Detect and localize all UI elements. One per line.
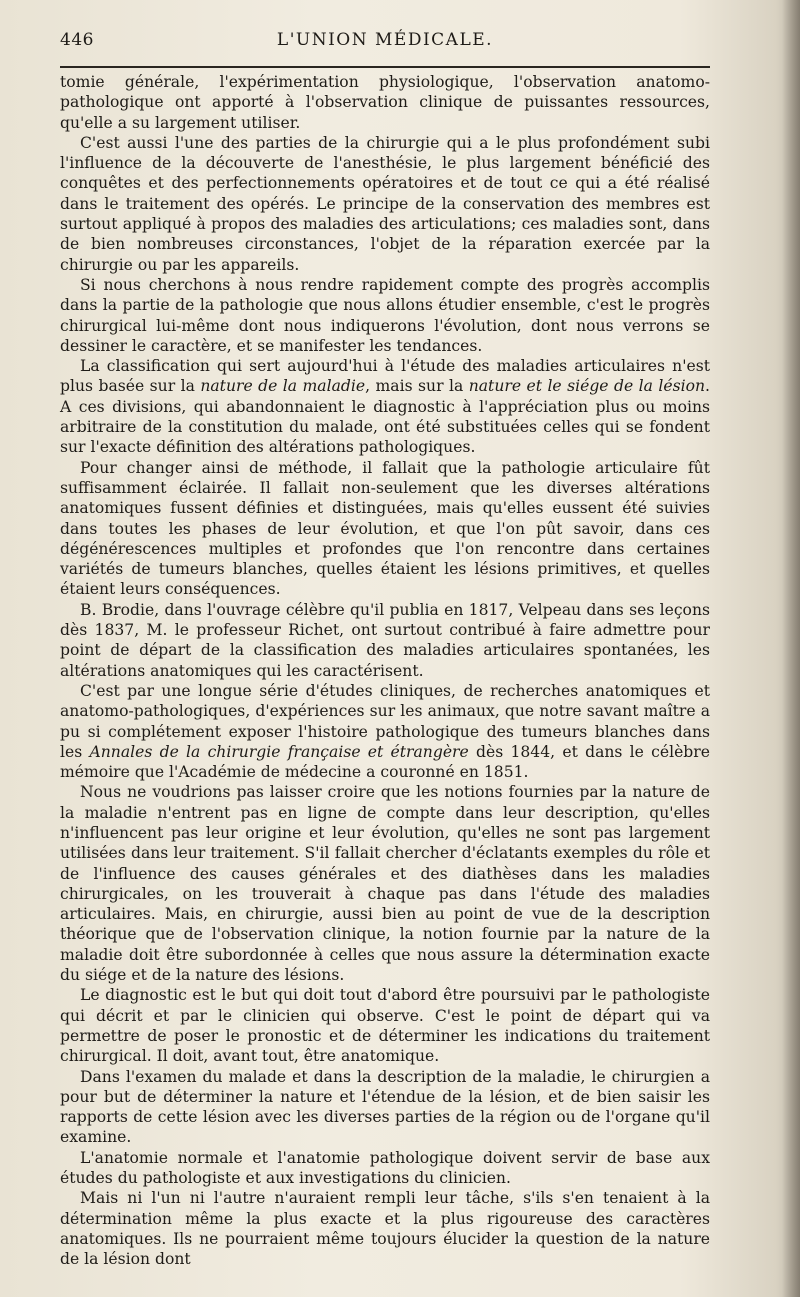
paragraph-4 (60, 356, 710, 457)
body-text (60, 72, 710, 1270)
paragraph-7 (60, 681, 710, 782)
paragraph-5: Pour changer ainsi de méthode, il fallait que la pathologie articulaire fût suffisamment éclairée. Il fallait non-seulement que les diverses altérations anatomiques fussent définies et distinguées, mais qu'elles eussent été suivies dans toutes les phases de leur évolution, et que l'on pût savoir, dans ces dégénérescences multiples et profondes que l'on rencontre dans certaines variétés de tumeurs blanches, quelles étaient les lésions primitives, et quelles étaient leurs conséquences. (60, 458, 710, 599)
paragraph-4-text-c: . A ces divisions, qui abandonnaient le diagnostic à l'appréciation plus ou moins arbitraire de la constitution du malade, ont été substituées celles qui se fondent sur l'exacte définition des altérations pathologiques. (60, 377, 710, 457)
paragraph-4-text-a: La classification qui sert aujourd'hui à l'étude des maladies articulaires n'est plus basée sur la (60, 357, 710, 396)
paragraph-10: Dans l'examen du malade et dans la description de la maladie, le chirurgien a pour but de déterminer la nature et l'étendue de la lésion, et de bien saisir les rapports de cette lésion avec les diverses parties de la région ou de l'organe qu'il examine. (60, 1067, 710, 1147)
page-edge-shadow (782, 0, 800, 1297)
paragraph-4-emphasis-2: nature et le siége de la lésion (468, 377, 706, 396)
paragraph-4-text-b: , mais sur la (365, 377, 469, 396)
page-number: 446 (60, 30, 94, 50)
header-rule (60, 66, 710, 68)
page-header (60, 30, 710, 58)
running-title: L'UNION MÉDICALE. (276, 30, 494, 50)
paragraph-2: C'est aussi l'une des parties de la chirurgie qui a le plus profondément subi l'influence de la découverte de l'anesthésie, le plus largement bénéficié des conquêtes et des perfectionnements opératoires et de tout ce qui a été réalisé dans le traitement des opérés. Le principe de la conservation des membres est surtout appliqué à propos des maladies des articulations; ces maladies sont, dans de bien nombreuses circonstances, l'objet de la réparation exercée par la chirurgie ou par les appareils. (60, 133, 710, 274)
paragraph-7-text-a: C'est par une longue série d'études cliniques, de recherches anatomiques et anatomo-pathologiques, d'expériences sur les animaux, que notre savant maître a pu si complétement exposer l'histoire pathologique des tumeurs blanches dans les (60, 681, 710, 761)
paragraph-6: B. Brodie, dans l'ouvrage célèbre qu'il publia en 1817, Velpeau dans ses leçons dès 1837, M. le professeur Richet, ont surtout contribué à faire admettre pour point de départ de la classification des maladies articulaires spontanées, les altérations anatomiques qui les caractérisent. (60, 600, 710, 680)
paragraph-8: Nous ne voudrions pas laisser croire que les notions fournies par la nature de la maladie n'entrent pas en ligne de compte dans leur description, qu'elles n'influencent pas leur origine et leur évolution, qu'elles ne sont pas largement utilisées dans leur traitement. S'il fallait chercher d'éclatants exemples du rôle et de l'influence des causes générales et des diathèses dans les maladies chirurgicales, on les trouverait à chaque pas dans l'étude des maladies articulaires. Mais, en chirurgie, aussi bien au point de vue de la description théorique que de l'observation clinique, la notion fournie par la nature de la maladie doit être subordonnée à celles que nous assure la détermination exacte du siége et de la nature des lésions. (60, 783, 710, 985)
paragraph-4-emphasis-1: nature de la maladie (200, 377, 366, 396)
paragraph-3: Si nous cherchons à nous rendre rapidement compte des progrès accomplis dans la partie de la pathologie que nous allons étudier ensemble, c'est le progrès chirurgical lui-même dont nous indiquerons l'évolution, dont nous verrons se dessiner le caractère, et se manifester les tendances. (60, 275, 710, 355)
paragraph-9: Le diagnostic est le but qui doit tout d'abord être poursuivi par le pathologiste qui décrit et par le clinicien qui observe. C'est le point de départ qui va permettre de poser le pronostic et de déterminer les indications du traitement chirurgical. Il doit, avant tout, être anatomique. (60, 986, 710, 1066)
paragraph-1: tomie générale, l'expérimentation physiologique, l'observation anatomo-pathologique ont apporté à l'observation clinique de puissantes ressources, qu'elle a su largement utiliser. (60, 73, 710, 132)
paragraph-7-emphasis-1: Annales de la chirurgie française et étrangère (89, 742, 469, 761)
paragraph-11: L'anatomie normale et l'anatomie pathologique doivent servir de base aux études du pathologiste et aux investigations du clinicien. (60, 1148, 710, 1188)
paragraph-12: Mais ni l'un ni l'autre n'auraient rempli leur tâche, s'ils s'en tenaient à la détermination même la plus exacte et la plus rigoureuse des caractères anatomiques. Ils ne pourraient même toujours élucider la question de la nature de la lésion dont (60, 1189, 710, 1269)
paragraph-7-text-b: dès 1844, et dans le célèbre mémoire que l'Académie de médecine a couronné en 1851. (60, 742, 710, 782)
